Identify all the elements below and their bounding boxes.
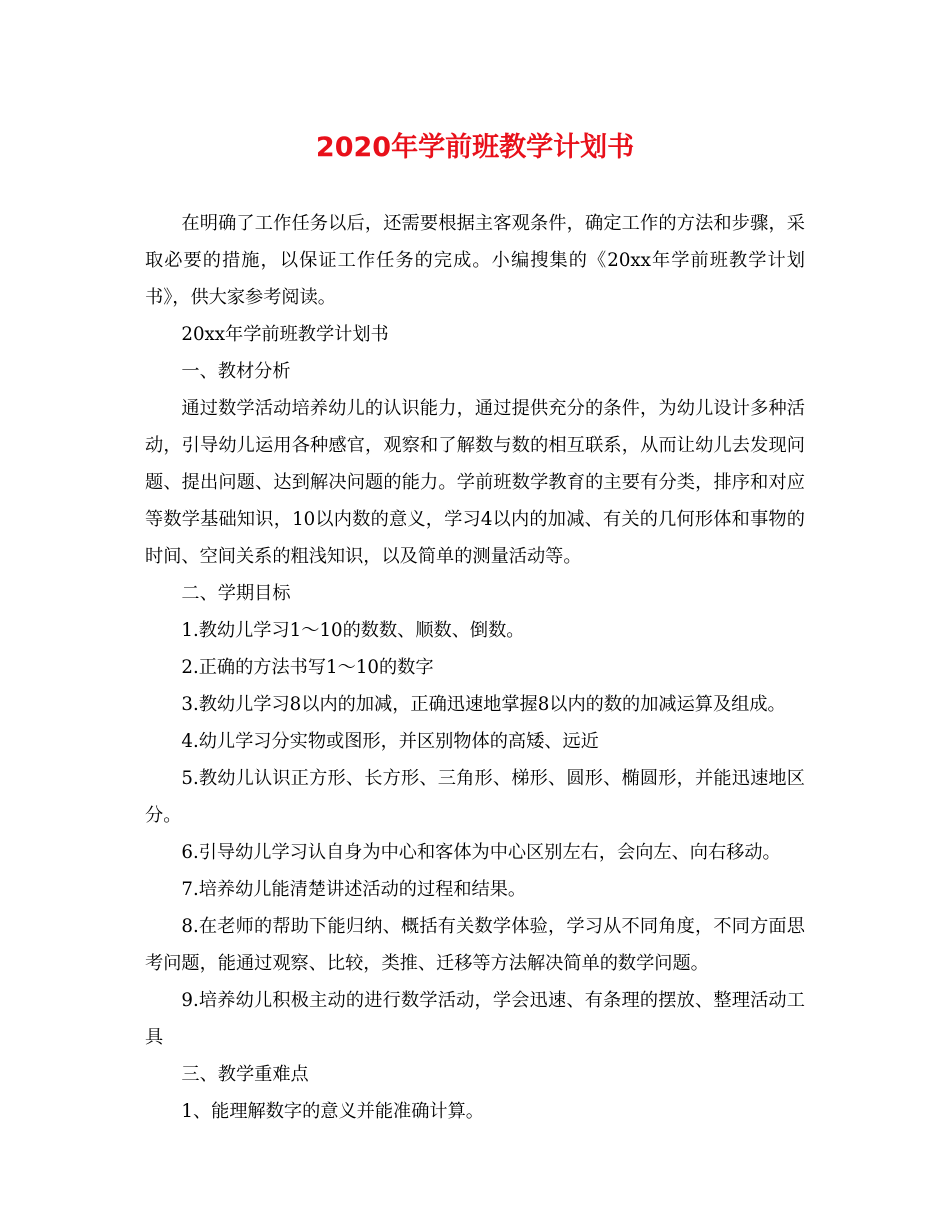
intro-paragraph: 在明确了工作任务以后，还需要根据主客观条件，确定工作的方法和步骤，采取必要的措施，以保证工作任务的完成。小编搜集的《20xx年学前班教学计划书》，供大家参考阅读。 [145,213,805,308]
goal-item-4: 4.幼儿学习分实物或图形，并区别物体的高矮、远近 [181,731,599,752]
section-heading-key-points: 三、教学重难点 [181,1064,309,1085]
subtitle-line: 20xx年学前班教学计划书 [181,324,389,345]
section-heading-materials: 一、教材分析 [181,361,291,382]
goal-item-3: 3.教幼儿学习8以内的加减，正确迅速地掌握8以内的数的加减运算及组成。 [181,694,786,715]
goal-item-5: 5.教幼儿认识正方形、长方形、三角形、梯形、圆形、椭圆形，并能迅速地区分。 [145,768,805,826]
goal-item-2: 2.正确的方法书写1～10的数字 [181,657,434,678]
goal-item-8: 8.在老师的帮助下能归纳、概括有关数学体验，学习从不同角度，不同方面思考问题，能通过观察、比较，类推、迁移等方法解决简单的数学问题。 [145,916,805,974]
key-point-item-1: 1、能理解数字的意义并能准确计算。 [181,1101,484,1122]
document-title: 2020年学前班教学计划书 [315,132,635,163]
goal-item-1: 1.教幼儿学习1～10的数数、顺数、倒数。 [181,620,525,641]
goal-item-6: 6.引导幼儿学习认自身为中心和客体为中心区别左右，会向左、向右移动。 [181,842,781,863]
goal-item-9: 9.培养幼儿积极主动的进行数学活动，学会迅速、有条理的摆放、整理活动工具 [145,990,805,1048]
materials-paragraph: 通过数学活动培养幼儿的认识能力，通过提供充分的条件，为幼儿设计多种活动，引导幼儿运用各种感官，观察和了解数与数的相互联系，从而让幼儿去发现问题、提出问题、达到解决问题的能力。学前班数学教育的主要有分类，排序和对应等数学基础知识，10以内数的意义，学习4以内的加减、有关的几何形体和事物的时间、空间关系的粗浅知识，以及简单的测量活动等。 [145,398,805,567]
section-heading-goals: 二、学期目标 [181,583,291,604]
goal-item-7: 7.培养幼儿能清楚讲述活动的过程和结果。 [181,879,527,900]
document-body [145,205,805,1130]
